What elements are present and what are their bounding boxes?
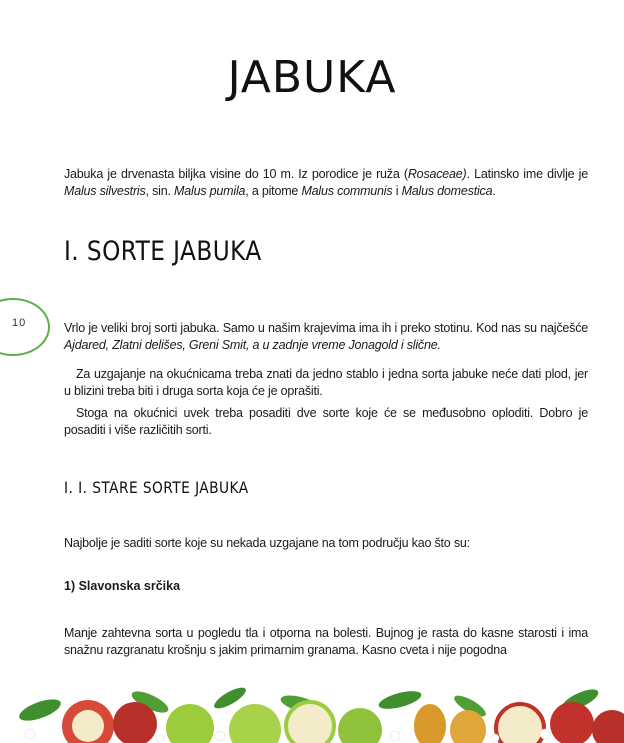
text-run: Malus pumila bbox=[174, 184, 246, 198]
text-run: , a pitome bbox=[245, 184, 302, 198]
text-run: Malus silvestris bbox=[64, 184, 146, 198]
page-number: 10 bbox=[12, 317, 27, 329]
text-run: Malus domestica bbox=[401, 184, 493, 198]
text-run: . bbox=[492, 184, 496, 198]
text-run: i bbox=[392, 184, 402, 198]
subsection-heading-stare-sorte: I. I. STARE SORTE JABUKA bbox=[64, 478, 249, 497]
sorte-paragraph-1 bbox=[64, 320, 588, 354]
sorte-paragraph-3: Stoga na okućnici uvek treba posaditi dve sorte koje će se međusobno oploditi. Dobro je posaditi i više različitih sorti. bbox=[64, 406, 588, 437]
text-run: Rosaceae) bbox=[407, 167, 467, 181]
intro-paragraph bbox=[64, 166, 588, 200]
stare-sorte-intro: Najbolje je saditi sorte koje su nekada uzgajane na tom području kao što su: bbox=[64, 536, 470, 550]
text-run: Vrlo je veliki broj sorti jabuka. Samo u našim krajevima ima ih i preko stotinu. Kod nas su najčešće bbox=[64, 321, 588, 335]
text-run: . Latinsko ime divlje je bbox=[466, 167, 589, 181]
apple-icon bbox=[62, 700, 624, 743]
page-title: JABUKA bbox=[227, 52, 397, 103]
text-run: Ajdared, Zlatni delišes, Greni Smit, a u zadnje vreme Jonagold i slične. bbox=[64, 338, 441, 352]
text-run: , sin. bbox=[145, 184, 175, 198]
sorte-paragraph-2: Za uzgajanje na okućnicama treba znati da jedno stablo i jedna sorta jabuke neće dati plod, jer u blizini treba biti i druga sorta koja će je oprašiti. bbox=[64, 367, 588, 398]
variety-heading-slavonska-srcika: 1) Slavonska srčika bbox=[64, 579, 181, 593]
variety-description: Manje zahtevna sorta u pogledu tla i otporna na bolesti. Bujnog je rasta do kasne starosti i ima snažnu razgranatu krošnju s jakim primarnim granama. Kasno cveta i nije pogodna bbox=[64, 626, 588, 657]
text-run: Malus communis bbox=[301, 184, 393, 198]
text-run: Jabuka je drvenasta biljka visine do 10 m. Iz porodice je ruža ( bbox=[64, 167, 408, 181]
section-heading-sorte: I. SORTE JABUKA bbox=[64, 236, 262, 267]
fruit-border-image bbox=[0, 684, 624, 743]
